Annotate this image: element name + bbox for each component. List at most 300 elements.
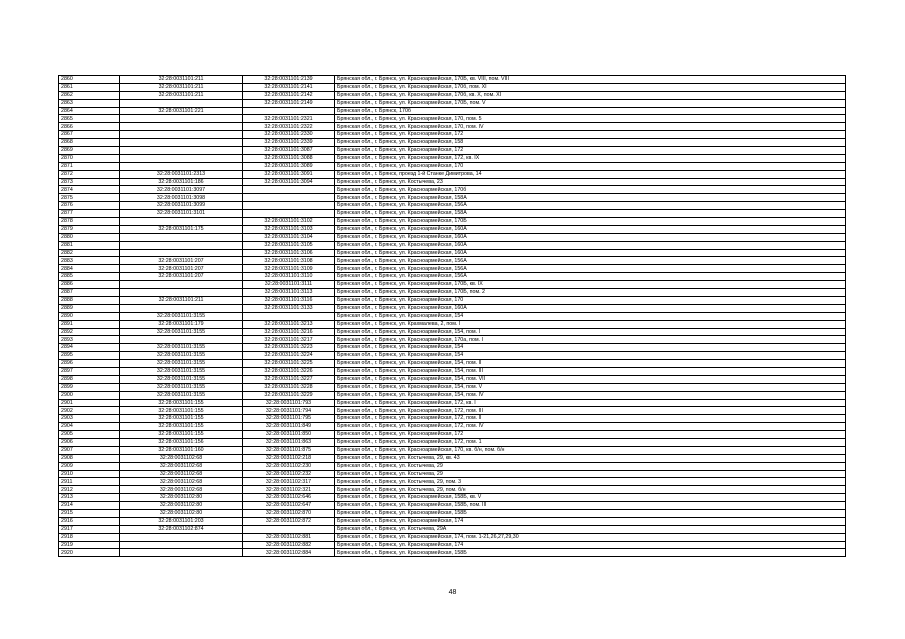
address-cell: Брянская обл., г. Брянск, ул. Красноармейская, 174 [335,541,846,549]
parcel-number-cell [120,154,243,162]
table-row [59,123,846,131]
address-cell: Брянская обл., г. Брянск, ул. Красноармейская, 154, пом. III [335,367,846,375]
address-cell: Брянская обл., г. Брянск, ул. Красноармейская, 172, пом. IV [335,423,846,431]
row-number-cell: 2896 [59,360,120,368]
row-number-cell: 2917 [59,525,120,533]
table-row [59,494,846,502]
parcel-number-cell: 32:28:0031101:211 [120,76,243,84]
row-number-cell: 2908 [59,454,120,462]
table-row [59,147,846,155]
object-number-cell: 32:28:0031101:3224 [243,352,335,360]
object-number-cell: 32:28:0031102:321 [243,486,335,494]
parcel-number-cell: 32:28:0031101:3097 [120,186,243,194]
table-row [59,99,846,107]
row-number-cell: 2863 [59,99,120,107]
parcel-number-cell: 32:28:0031102:68 [120,486,243,494]
parcel-number-cell: 32:28:0031102:80 [120,502,243,510]
object-number-cell [243,525,335,533]
row-number-cell: 2871 [59,162,120,170]
parcel-number-cell: 32:28:0031101:211 [120,83,243,91]
row-number-cell: 2916 [59,517,120,525]
object-number-cell: 32:28:0031101:3217 [243,336,335,344]
address-cell: Брянская обл., г. Брянск, ул. Красноармейская, 160А [335,241,846,249]
address-cell: Брянская обл., г. Брянск, ул. Крахмалева, 2, пом. I [335,320,846,328]
table-row [59,391,846,399]
row-number-cell: 2870 [59,154,120,162]
parcel-number-cell: 32:28:0031102:68 [120,478,243,486]
address-cell: Брянская обл., г. Брянск, ул. Красноармейская, 172, пом. 1 [335,438,846,446]
parcel-number-cell [120,289,243,297]
object-number-cell: 32:28:0031101:3213 [243,320,335,328]
object-number-cell: 32:28:0031102:884 [243,549,335,557]
object-number-cell: 32:28:0031101:3225 [243,360,335,368]
parcel-number-cell: 32:28:0031101:3098 [120,194,243,202]
parcel-number-cell: 32:28:0031102:80 [120,494,243,502]
table-row [59,336,846,344]
table-row [59,470,846,478]
address-cell: Брянская обл., г. Брянск, ул. Красноармейская, 156А [335,202,846,210]
address-cell: Брянская обл., г. Брянск, ул. Красноармейская, 158Б [335,549,846,557]
address-cell: Брянская обл., г. Брянск, ул. Костычева, 29А [335,525,846,533]
address-cell: Брянская обл., г. Брянск, ул. Красноармейская, 172, пом. II [335,415,846,423]
object-number-cell: 32:28:0031101:2339 [243,139,335,147]
row-number-cell: 2897 [59,367,120,375]
table-row [59,296,846,304]
parcel-number-cell [120,139,243,147]
object-number-cell: 32:28:0031102:232 [243,470,335,478]
parcel-number-cell [120,218,243,226]
table-row [59,383,846,391]
parcel-number-cell [120,147,243,155]
row-number-cell: 2907 [59,446,120,454]
row-number-cell: 2906 [59,438,120,446]
parcel-number-cell: 32:28:0031101:179 [120,320,243,328]
row-number-cell: 2902 [59,407,120,415]
table-row [59,509,846,517]
table-row [59,115,846,123]
table-row [59,186,846,194]
parcel-number-cell: 32:28:0031102:80 [120,509,243,517]
table-row [59,210,846,218]
row-number-cell: 2866 [59,123,120,131]
parcel-number-cell: 32:28:0031101:3101 [120,210,243,218]
table-body [59,76,846,557]
table-row [59,438,846,446]
parcel-number-cell: 32:28:0031101:3155 [120,367,243,375]
parcel-number-cell [120,549,243,557]
object-number-cell: 32:28:0031101:795 [243,415,335,423]
table-row [59,257,846,265]
page-number: 48 [448,589,457,596]
row-number-cell: 2865 [59,115,120,123]
address-cell: Брянская обл., г. Брянск, ул. Красноармейская, 170б [335,186,846,194]
object-number-cell [243,107,335,115]
parcel-number-cell: 32:28:0031101:3155 [120,383,243,391]
table-row [59,415,846,423]
parcel-number-cell: 32:28:0031101:221 [120,107,243,115]
table-row [59,525,846,533]
address-cell: Брянская обл., г. Брянск, ул. Красноармейская, 154 [335,344,846,352]
parcel-number-cell [120,233,243,241]
table-row [59,320,846,328]
table-row [59,107,846,115]
row-number-cell: 2879 [59,225,120,233]
address-cell: Брянская обл., г. Брянск, ул. Красноармейская, 172 [335,147,846,155]
address-cell: Брянская обл., г. Брянск, ул. Красноармейская, 158Б, кв. V [335,494,846,502]
table-row [59,454,846,462]
row-number-cell: 2893 [59,336,120,344]
table-row [59,486,846,494]
row-number-cell: 2892 [59,328,120,336]
address-cell: Брянская обл., г. Брянск, ул. Костычева, 29, кв. 43 [335,454,846,462]
table-row [59,431,846,439]
object-number-cell: 32:28:0031102:870 [243,509,335,517]
address-cell: Брянская обл., г. Брянск, ул. Красноармейская, 158Б [335,509,846,517]
address-cell: Брянская обл., г. Брянск, ул. Красноармейская, 154, пом. IV [335,391,846,399]
table-row [59,289,846,297]
address-cell: Брянская обл., г. Брянск, ул. Красноармейская, 170 [335,296,846,304]
address-cell: Брянская обл., г. Брянск, ул. Красноармейская, 170б, кв. Х, пом. XI [335,91,846,99]
table-row [59,233,846,241]
row-number-cell: 2894 [59,344,120,352]
parcel-number-cell: 32:28:0031102:68 [120,470,243,478]
table-row [59,446,846,454]
row-number-cell: 2874 [59,186,120,194]
address-cell: Брянская обл., г. Брянск, ул. Красноармейская, 172 [335,131,846,139]
object-number-cell [243,210,335,218]
parcel-number-cell: 32:28:0031101:3155 [120,312,243,320]
address-cell: Брянская обл., г. Брянск, ул. Красноармейская, 160А [335,304,846,312]
parcel-number-cell [120,281,243,289]
table-row [59,423,846,431]
address-cell: Брянская обл., г. Брянск, ул. Костычева, 23 [335,178,846,186]
parcel-number-cell: 32:28:0031101:3155 [120,391,243,399]
object-number-cell: 32:28:0031101:793 [243,399,335,407]
row-number-cell: 2899 [59,383,120,391]
parcel-number-cell [120,115,243,123]
row-number-cell: 2909 [59,462,120,470]
table-row [59,202,846,210]
object-number-cell: 32:28:0031101:3088 [243,154,335,162]
table-row [59,517,846,525]
row-number-cell: 2872 [59,170,120,178]
parcel-number-cell: 32:28:0031102:874 [120,525,243,533]
parcel-number-cell [120,131,243,139]
row-number-cell: 2891 [59,320,120,328]
address-cell: Брянская обл., г. Брянск, ул. Красноармейская, 170Б, кв. VIII, пом. VIII [335,76,846,84]
object-number-cell: 32:28:0031101:863 [243,438,335,446]
object-number-cell: 32:28:0031102:317 [243,478,335,486]
object-number-cell: 32:28:0031102:872 [243,517,335,525]
parcel-number-cell: 32:28:0031101:3155 [120,328,243,336]
row-number-cell: 2903 [59,415,120,423]
object-number-cell: 32:28:0031101:2321 [243,115,335,123]
object-number-cell: 32:28:0031101:3108 [243,257,335,265]
row-number-cell: 2862 [59,91,120,99]
object-number-cell: 32:28:0031101:3229 [243,391,335,399]
row-number-cell: 2895 [59,352,120,360]
parcel-number-cell: 32:28:0031102:68 [120,454,243,462]
object-number-cell: 32:28:0031101:3116 [243,296,335,304]
address-cell: Брянская обл., г. Брянск, ул. Красноармейская, 160А [335,249,846,257]
object-number-cell: 32:28:0031101:2322 [243,123,335,131]
address-cell: Брянская обл., г. Брянск, ул. Костычева, 29 [335,462,846,470]
object-number-cell: 32:28:0031101:3227 [243,375,335,383]
table-row [59,131,846,139]
address-cell: Брянская обл., г. Брянск, ул. Костычева, 29 [335,470,846,478]
table-row [59,312,846,320]
table-row [59,249,846,257]
address-cell: Брянская обл., г. Брянск, ул. Красноармейская, 172, кв. IX [335,154,846,162]
table-row [59,367,846,375]
object-number-cell: 32:28:0031101:3111 [243,281,335,289]
address-cell: Брянская обл., г. Брянск, ул. Красноармейская, 156А [335,265,846,273]
address-cell: Брянская обл., г. Брянск, ул. Красноармейская, 154, пом. V [335,383,846,391]
address-cell: Брянская обл., г. Брянск, ул. Красноармейская, 170, кв. б/н, пом. б/н [335,446,846,454]
row-number-cell: 2876 [59,202,120,210]
parcel-number-cell: 32:28:0031101:186 [120,178,243,186]
object-number-cell: 32:28:0031102:230 [243,462,335,470]
table-row [59,83,846,91]
parcel-number-cell [120,533,243,541]
row-number-cell: 2861 [59,83,120,91]
object-number-cell: 32:28:0031101:3089 [243,162,335,170]
parcel-number-cell: 32:28:0031101:155 [120,415,243,423]
object-number-cell: 32:28:0031101:3087 [243,147,335,155]
row-number-cell: 2878 [59,218,120,226]
address-cell: Брянская обл., г. Брянск, ул. Красноармейская, 170Б, пом. 2 [335,289,846,297]
row-number-cell: 2867 [59,131,120,139]
row-number-cell: 2914 [59,502,120,510]
address-cell: Брянская обл., г. Брянск, ул. Костычева, 29, пом. 3 [335,478,846,486]
object-number-cell: 32:28:0031102:218 [243,454,335,462]
table-row [59,76,846,84]
table-row [59,241,846,249]
row-number-cell: 2860 [59,76,120,84]
object-number-cell: 32:28:0031101:3223 [243,344,335,352]
address-cell: Брянская обл., г. Брянск, ул. Красноармейская, 170Б, кв. IX [335,281,846,289]
table-row [59,352,846,360]
table-row [59,139,846,147]
row-number-cell: 2888 [59,296,120,304]
row-number-cell: 2869 [59,147,120,155]
address-cell: Брянская обл., г. Брянск, ул. Красноармейская, 170а, пом. I [335,336,846,344]
object-number-cell: 32:28:0031101:875 [243,446,335,454]
row-number-cell: 2868 [59,139,120,147]
parcel-number-cell: 32:28:0031101:155 [120,423,243,431]
table-row [59,502,846,510]
address-cell: Брянская обл., г. Брянск, ул. Красноармейская, 158 [335,139,846,147]
object-number-cell: 32:28:0031101:3105 [243,241,335,249]
parcel-number-cell [120,336,243,344]
address-cell: Брянская обл., г. Брянск, 170б [335,107,846,115]
row-number-cell: 2904 [59,423,120,431]
address-cell: Брянская обл., г. Брянск, ул. Красноармейская, 158А [335,210,846,218]
address-cell: Брянская обл., г. Брянск, ул. Красноармейская, 170б, пом. XI [335,83,846,91]
table-row [59,533,846,541]
object-number-cell: 32:28:0031101:3106 [243,249,335,257]
address-cell: Брянская обл., г. Брянск, ул. Красноармейская, 172 [335,431,846,439]
parcel-number-cell: 32:28:0031101:2313 [120,170,243,178]
parcel-number-cell: 32:28:0031101:211 [120,296,243,304]
row-number-cell: 2912 [59,486,120,494]
object-number-cell [243,312,335,320]
object-number-cell: 32:28:0031101:3226 [243,367,335,375]
address-cell: Брянская обл., г. Брянск, ул. Красноармейская, 170, пом. 5 [335,115,846,123]
table-row [59,194,846,202]
row-number-cell: 2918 [59,533,120,541]
parcel-number-cell: 32:28:0031101:155 [120,407,243,415]
parcel-number-cell: 32:28:0031101:160 [120,446,243,454]
table-row [59,360,846,368]
address-cell: Брянская обл., г. Брянск, проезд 1-й Станке Димитрова, 14 [335,170,846,178]
object-number-cell: 32:28:0031101:3228 [243,383,335,391]
parcel-number-cell [120,304,243,312]
object-number-cell: 32:28:0031101:3216 [243,328,335,336]
object-number-cell: 32:28:0031102:646 [243,494,335,502]
table-row [59,304,846,312]
table-row [59,225,846,233]
row-number-cell: 2913 [59,494,120,502]
row-number-cell: 2881 [59,241,120,249]
row-number-cell: 2901 [59,399,120,407]
table-row [59,344,846,352]
object-number-cell: 32:28:0031101:3113 [243,289,335,297]
table-row [59,399,846,407]
table-row [59,91,846,99]
row-number-cell: 2864 [59,107,120,115]
object-number-cell: 32:28:0031101:3109 [243,265,335,273]
address-cell: Брянская обл., г. Брянск, ул. Красноармейская, 154, пом. VII [335,375,846,383]
object-number-cell: 32:28:0031101:3104 [243,233,335,241]
row-number-cell: 2884 [59,265,120,273]
parcel-number-cell [120,99,243,107]
address-cell: Брянская обл., г. Брянск, ул. Красноармейская, 172, пом. III [335,407,846,415]
object-number-cell: 32:28:0031102:882 [243,541,335,549]
address-cell: Брянская обл., г. Брянск, ул. Красноармейская, 160А [335,233,846,241]
row-number-cell: 2875 [59,194,120,202]
table-row [59,407,846,415]
parcel-number-cell: 32:28:0031101:207 [120,273,243,281]
parcel-number-cell: 32:28:0031101:3155 [120,375,243,383]
row-number-cell: 2880 [59,233,120,241]
object-number-cell: 32:28:0031101:2141 [243,83,335,91]
table-row [59,478,846,486]
table-row [59,273,846,281]
table-row [59,178,846,186]
table-row [59,462,846,470]
table-row [59,549,846,557]
address-cell: Брянская обл., г. Брянск, ул. Красноармейская, 160А [335,225,846,233]
parcel-number-cell: 32:28:0031101:211 [120,91,243,99]
address-cell: Брянская обл., г. Брянск, ул. Красноармейская, 156А [335,273,846,281]
row-number-cell: 2889 [59,304,120,312]
address-cell: Брянская обл., г. Брянск, ул. Красноармейская, 174, пом. 1-21,26,27,29,30 [335,533,846,541]
object-number-cell: 32:28:0031101:2139 [243,76,335,84]
parcel-number-cell [120,162,243,170]
parcel-number-cell: 32:28:0031101:207 [120,257,243,265]
address-cell: Брянская обл., г. Брянск, ул. Красноармейская, 172, кв. I [335,399,846,407]
row-number-cell: 2905 [59,431,120,439]
row-number-cell: 2915 [59,509,120,517]
address-cell: Брянская обл., г. Брянск, ул. Красноармейская, 170Б [335,218,846,226]
table-row [59,218,846,226]
address-cell: Брянская обл., г. Брянск, ул. Красноармейская, 170, пом. IV [335,123,846,131]
parcel-number-cell: 32:28:0031101:175 [120,225,243,233]
table-row [59,541,846,549]
address-cell: Брянская обл., г. Брянск, ул. Красноармейская, 174 [335,517,846,525]
parcel-number-cell [120,241,243,249]
object-number-cell: 32:28:0031101:2142 [243,91,335,99]
object-number-cell [243,202,335,210]
address-cell: Брянская обл., г. Брянск, ул. Костычева, 29, пом. б/н [335,486,846,494]
object-number-cell: 32:28:0031101:3133 [243,304,335,312]
table-row [59,328,846,336]
object-number-cell [243,186,335,194]
object-number-cell [243,194,335,202]
address-cell: Брянская обл., г. Брянск, ул. Красноармейская, 158А [335,194,846,202]
row-number-cell: 2900 [59,391,120,399]
object-number-cell: 32:28:0031101:3094 [243,178,335,186]
row-number-cell: 2886 [59,281,120,289]
object-number-cell: 32:28:0031102:647 [243,502,335,510]
parcel-number-cell: 32:28:0031101:3099 [120,202,243,210]
parcel-number-cell: 32:28:0031101:3155 [120,344,243,352]
parcel-number-cell [120,249,243,257]
address-cell: Брянская обл., г. Брянск, ул. Красноармейская, 170 [335,162,846,170]
object-number-cell: 32:28:0031101:2149 [243,99,335,107]
row-number-cell: 2873 [59,178,120,186]
address-cell: Брянская обл., г. Брянск, ул. Красноармейская, 154, пом. I [335,328,846,336]
row-number-cell: 2882 [59,249,120,257]
row-number-cell: 2919 [59,541,120,549]
address-cell: Брянская обл., г. Брянск, ул. Красноармейская, 154, пом. II [335,360,846,368]
object-number-cell: 32:28:0031101:3102 [243,218,335,226]
row-number-cell: 2877 [59,210,120,218]
table-row [59,281,846,289]
parcel-number-cell: 32:28:0031101:3155 [120,352,243,360]
parcel-number-cell [120,541,243,549]
row-number-cell: 2910 [59,470,120,478]
parcel-number-cell: 32:28:0031101:3155 [120,360,243,368]
parcel-number-cell: 32:28:0031101:156 [120,438,243,446]
table-row [59,375,846,383]
table-row [59,170,846,178]
parcel-number-cell: 32:28:0031101:155 [120,431,243,439]
address-cell: Брянская обл., г. Брянск, ул. Красноармейская, 158Б, пом. III [335,502,846,510]
parcel-number-cell: 32:28:0031101:207 [120,265,243,273]
address-cell: Брянская обл., г. Брянск, ул. Красноармейская, 156А [335,257,846,265]
address-cell: Брянская обл., г. Брянск, ул. Красноармейская, 170Б, пом. V [335,99,846,107]
row-number-cell: 2898 [59,375,120,383]
object-number-cell: 32:28:0031101:3091 [243,170,335,178]
parcel-number-cell: 32:28:0031102:68 [120,462,243,470]
address-cell: Брянская обл., г. Брянск, ул. Красноармейская, 154 [335,312,846,320]
row-number-cell: 2883 [59,257,120,265]
table-row [59,154,846,162]
row-number-cell: 2890 [59,312,120,320]
object-number-cell: 32:28:0031102:881 [243,533,335,541]
table-row [59,265,846,273]
row-number-cell: 2911 [59,478,120,486]
row-number-cell: 2885 [59,273,120,281]
parcel-number-cell: 32:28:0031101:155 [120,399,243,407]
row-number-cell: 2920 [59,549,120,557]
object-number-cell: 32:28:0031101:3110 [243,273,335,281]
address-cell: Брянская обл., г. Брянск, ул. Красноармейская, 154 [335,352,846,360]
cadastral-table [58,75,846,557]
object-number-cell: 32:28:0031101:794 [243,407,335,415]
